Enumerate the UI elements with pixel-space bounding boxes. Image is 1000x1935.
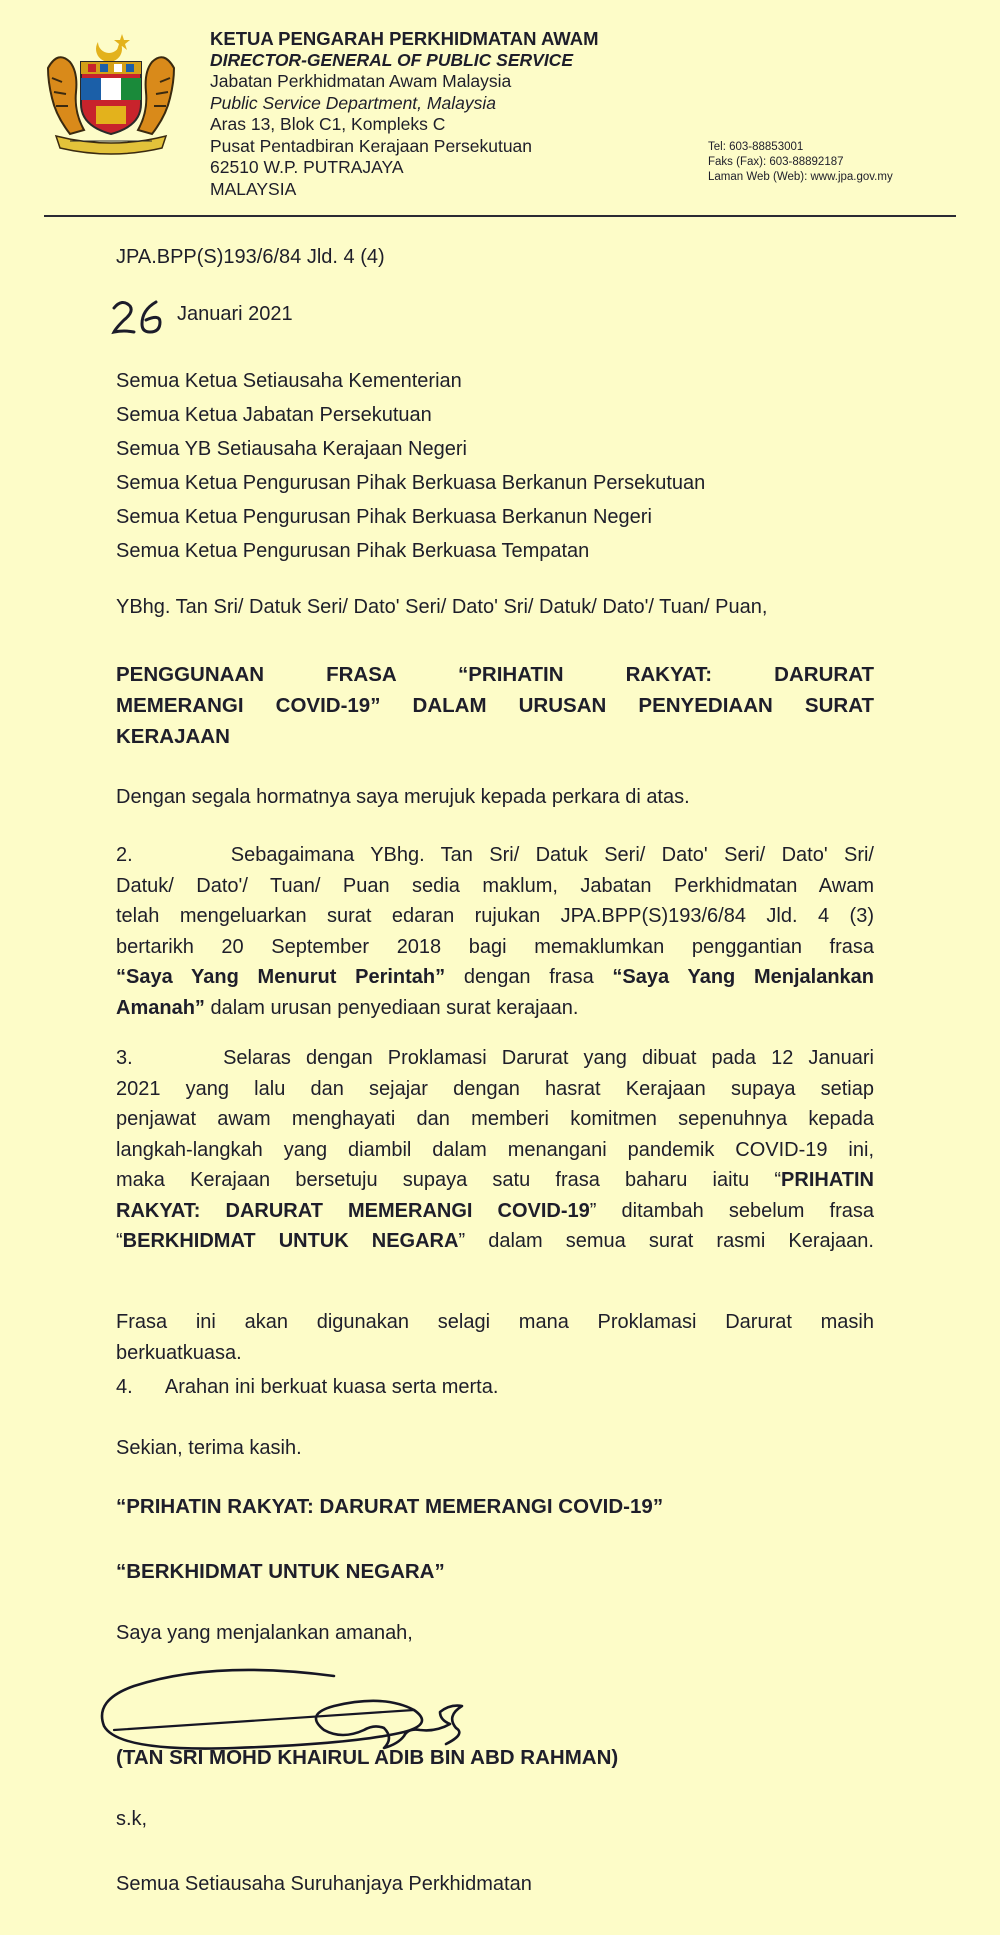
paragraph-2: [116, 840, 874, 1023]
paragraph-line: telah mengeluarkan surat edaran rujukan JPA.BPP(S)193/6/84 Jld. 4 (3): [116, 905, 874, 927]
bold-phrase: “Saya Yang Menjalankan: [612, 966, 874, 988]
bold-phrase: PRIHATIN: [781, 1169, 874, 1191]
paragraph-line: [116, 1165, 874, 1196]
recipient-line: Semua Ketua Jabatan Persekutuan: [116, 404, 432, 426]
paragraph-line: 2. Sebagaimana YBhg. Tan Sri/ Datuk Seri/ Dato' Seri/ Dato' Sri/: [116, 844, 874, 866]
text-run: dalam urusan penyediaan surat kerajaan.: [204, 996, 579, 1019]
paragraph-line: penjawat awam menghayati dan memberi komitmen sepenuhnya kepada: [116, 1108, 874, 1130]
letterhead-divider: [44, 215, 956, 217]
recipient-line: Semua Ketua Pengurusan Pihak Berkuasa Berkanun Persekutuan: [116, 472, 706, 494]
letterhead-dept-en: Public Service Department, Malaysia: [210, 92, 496, 113]
subject-line: PENGGUNAAN FRASA “PRIHATIN RAKYAT: DARURAT: [116, 663, 874, 686]
handwritten-day: [110, 296, 168, 336]
recipient-list: [116, 364, 705, 568]
contact-web: Laman Web (Web): www.jpa.gov.my: [708, 171, 893, 183]
recipient-line: Semua Ketua Pengurusan Pihak Berkuasa Berkanun Negeri: [116, 506, 652, 528]
signatory-name: (TAN SRI MOHD KHAIRUL ADIB BIN ABD RAHMAN): [116, 1746, 619, 1769]
text-run: ” ditambah sebelum frasa: [589, 1199, 874, 1222]
reference-number: JPA.BPP(S)193/6/84 Jld. 4 (4): [116, 246, 385, 268]
paragraph-line: berkuatkuasa.: [116, 1341, 242, 1364]
recipient-line: Semua Ketua Pengurusan Pihak Berkuasa Tempatan: [116, 540, 590, 562]
signature: [84, 1650, 604, 1755]
bold-phrase: “Saya Yang Menurut Perintah”: [116, 966, 446, 988]
malaysia-coat-of-arms-icon: [36, 28, 186, 156]
text-run: “: [116, 1230, 123, 1252]
letterhead-address-line: Pusat Pentadbiran Kerajaan Persekutuan: [210, 135, 533, 156]
recipient-line: Semua YB Setiausaha Kerajaan Negeri: [116, 438, 467, 460]
paragraph-line: [116, 1226, 874, 1257]
paragraph-1: Dengan segala hormatnya saya merujuk kepada perkara di atas.: [116, 786, 690, 808]
paragraph-line: 3. Selaras dengan Proklamasi Darurat yang dibuat pada 12 Januari: [116, 1047, 874, 1069]
closing-thanks: Sekian, terima kasih.: [116, 1437, 302, 1459]
salutation: YBhg. Tan Sri/ Datuk Seri/ Dato' Seri/ Dato' Sri/ Datuk/ Dato'/ Tuan/ Puan,: [116, 596, 768, 618]
letterhead-title-en: DIRECTOR-GENERAL OF PUBLIC SERVICE: [210, 49, 573, 70]
letterhead-dept: Jabatan Perkhidmatan Awam Malaysia: [210, 71, 512, 91]
letterhead-title: KETUA PENGARAH PERKHIDMATAN AWAM: [210, 28, 599, 49]
subject-line: KERAJAAN: [116, 725, 230, 748]
text-run: maka Kerajaan bersetuju supaya satu frasa baharu iaitu “: [116, 1169, 782, 1191]
paragraph-line: langkah-langkah yang diambil dalam menangani pandemik COVID-19 ini,: [116, 1138, 874, 1161]
paragraph-4: 4. Arahan ini berkuat kuasa serta merta.: [116, 1376, 499, 1398]
paragraph-line: [116, 962, 874, 993]
paragraph-3b: [116, 1307, 874, 1368]
paragraph-line: Frasa ini akan digunakan selagi mana Proklamasi Darurat masih: [116, 1311, 874, 1333]
contact-fax: Faks (Fax): 603-88892187: [708, 156, 844, 168]
text-run: dengan frasa: [445, 966, 613, 988]
bold-phrase: RAKYAT: DARURAT MEMERANGI COVID-19: [116, 1199, 590, 1222]
paragraph-line: Datuk/ Dato'/ Tuan/ Puan sedia maklum, Jabatan Perkhidmatan Awam: [116, 874, 874, 897]
contact-phone: Tel: 603-88853001: [708, 141, 804, 153]
letterhead-address-line: 62510 W.P. PUTRAJAYA: [210, 157, 404, 177]
paragraph-line: [116, 1196, 874, 1227]
bold-phrase: BERKHIDMAT UNTUK NEGARA: [122, 1230, 459, 1252]
cc-label: s.k,: [116, 1808, 148, 1830]
letterhead-address-line: Aras 13, Blok C1, Kompleks C: [210, 114, 446, 134]
subject-heading: [116, 659, 874, 752]
slogan-berkhidmat: “BERKHIDMAT UNTUK NEGARA”: [116, 1560, 445, 1583]
closing-phrase: Saya yang menjalankan amanah,: [116, 1622, 413, 1644]
paragraph-line: bertarikh 20 September 2018 bagi memaklumkan penggantian frasa: [116, 935, 874, 958]
paragraph-line: [116, 993, 874, 1024]
text-run: ” dalam semua surat rasmi Kerajaan.: [458, 1230, 874, 1252]
letter-date: Januari 2021: [177, 303, 293, 325]
paragraph-line: 2021 yang lalu dan sejajar dengan hasrat Kerajaan supaya setiap: [116, 1077, 874, 1100]
slogan-prihatin: “PRIHATIN RAKYAT: DARURAT MEMERANGI COVID-19”: [116, 1495, 664, 1518]
letterhead-country: MALAYSIA: [210, 178, 297, 199]
letterhead-contact: [708, 140, 893, 185]
cc-recipient: Semua Setiausaha Suruhanjaya Perkhidmatan: [116, 1873, 532, 1895]
paragraph-3: [116, 1043, 874, 1257]
letterhead: [210, 28, 599, 200]
recipient-line: Semua Ketua Setiausaha Kementerian: [116, 370, 462, 392]
subject-line: MEMERANGI COVID-19” DALAM URUSAN PENYEDIAAN SURAT: [116, 694, 874, 717]
bold-phrase: Amanah”: [116, 996, 205, 1019]
